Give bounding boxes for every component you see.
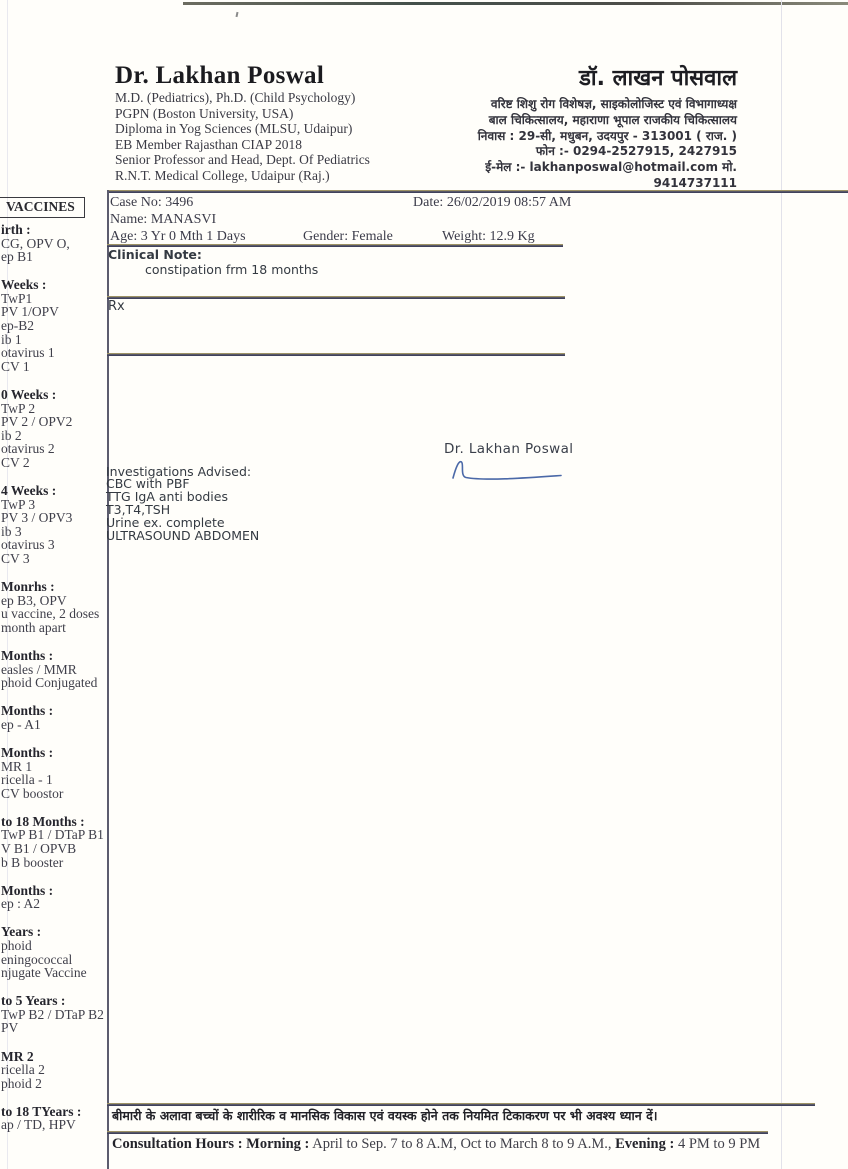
vaccine-group	[1, 649, 107, 690]
credentials-hi	[407, 97, 737, 192]
footer-middle-line	[107, 1131, 768, 1134]
vaccine-group-heading: Months :	[1, 744, 54, 760]
vaccine-item: ep B1	[1, 249, 33, 265]
patient-age: Age: 3 Yr 0 Mth 1 Days	[110, 229, 246, 244]
vaccine-item: njugate Vaccine	[1, 965, 87, 981]
vaccine-item: MR 1	[1, 758, 33, 774]
vaccine-item: CV boostor	[1, 785, 64, 801]
clinic-info-line: वरिष्ट शिशु रोग विशेषज्ञ, साइकोलोजिस्ट एवं विभागाध्यक्ष	[490, 97, 737, 111]
header-hindi	[407, 62, 737, 192]
signature-stroke	[447, 455, 572, 485]
vaccine-group	[1, 278, 107, 373]
vaccine-group	[1, 1105, 107, 1132]
vaccine-item: ap / TD, HPV	[1, 1117, 76, 1133]
rx-divider-line	[107, 353, 565, 356]
vaccine-item: ricella 2	[1, 1062, 45, 1078]
investigations-list	[106, 477, 259, 542]
vaccines-title: VACCINES	[0, 197, 85, 218]
scan-speck-artifact	[236, 12, 239, 17]
morning-hours: April to Sep. 7 to 8 A.M, Oct to March 8 to 9 A.M.,	[312, 1136, 612, 1152]
clinical-note-label: Clinical Note:	[108, 247, 202, 262]
evening-hours: 4 PM to 9 PM	[677, 1136, 761, 1152]
investigation-item: TTG IgA anti bodies	[106, 489, 228, 504]
vaccine-item: phoid	[1, 937, 32, 953]
consultation-label: Consultation Hours :	[112, 1136, 243, 1152]
vaccine-group-heading: 4 Weeks :	[1, 483, 57, 498]
vaccine-item: CV 2	[1, 454, 30, 470]
vaccine-group	[1, 994, 107, 1035]
vaccine-item: month apart	[1, 619, 66, 635]
doctor-name: Dr. Lakhan Poswal	[115, 62, 325, 89]
vaccine-item: CV 3	[1, 550, 30, 566]
signature-name: Dr. Lakhan Poswal	[444, 441, 574, 457]
doctor-name-hindi: डॉ. लाखन पोसवाल	[579, 66, 737, 91]
vaccine-group	[1, 1050, 107, 1091]
vaccine-item: u vaccine, 2 doses	[1, 606, 100, 622]
credential-line: R.N.T. Medical College, Udaipur (Raj.)	[115, 167, 330, 183]
patient-name: Name: MANASVI	[110, 212, 217, 227]
vaccine-group-heading: Monrhs :	[1, 579, 55, 595]
vaccine-group-heading: Months :	[1, 882, 54, 898]
vaccine-item: TwP B1 / DTaP B1	[1, 827, 104, 843]
scan-edge-artifact	[183, 2, 848, 5]
vaccine-item: CV 1	[1, 358, 30, 374]
vaccine-item: PV	[1, 1020, 19, 1036]
vaccine-item: otavirus 2	[1, 441, 55, 457]
vaccine-item: TwP 2	[1, 400, 36, 416]
clinic-info-line: फोन :- 0294-2527915, 2427915	[535, 144, 737, 159]
investigation-item: CBC with PBF	[106, 476, 190, 491]
vaccine-item: otavirus 1	[1, 345, 55, 361]
vaccine-group-heading: to 18 TYears :	[1, 1103, 82, 1119]
investigation-item: T3,T4,TSH	[106, 502, 171, 517]
vaccine-item: ricella - 1	[1, 772, 53, 788]
vaccine-item: ep-B2	[1, 318, 34, 334]
patient-weight: Weight: 12.9 Kg	[442, 229, 535, 244]
vaccine-item: ep : A2	[1, 896, 40, 912]
paper-fold-line	[781, 0, 782, 1169]
case-number: Case No: 3496	[110, 195, 194, 210]
vaccine-group	[1, 746, 107, 800]
vaccine-item: V B1 / OPVB	[1, 840, 77, 856]
vaccine-item: phoid 2	[1, 1075, 42, 1091]
credential-line: M.D. (Pediatrics), Ph.D. (Child Psychology)	[115, 90, 356, 105]
vaccine-group-heading: MR 2	[1, 1048, 34, 1064]
consultation-hours	[112, 1136, 760, 1153]
vaccine-item: ib 1	[1, 331, 22, 347]
vaccine-group-heading: Months :	[1, 703, 54, 719]
vaccine-item: ib 2	[1, 427, 22, 443]
clinical-note-divider-line	[107, 296, 565, 299]
header-divider-line	[107, 190, 848, 193]
investigation-item: Urine ex. complete	[106, 515, 225, 530]
vaccine-group-heading: to 5 Years :	[1, 993, 66, 1009]
vaccine-group	[1, 815, 107, 869]
footer-top-line	[107, 1103, 815, 1106]
vaccine-group	[1, 925, 107, 979]
vaccine-item: phoid Conjugated	[1, 675, 98, 691]
vaccine-group	[1, 388, 107, 470]
vaccine-item: TwP 3	[1, 496, 36, 512]
credential-line: Senior Professor and Head, Dept. Of Pediatrics	[115, 152, 370, 168]
investigations-label: Investigations Advised:	[106, 464, 252, 479]
vaccine-group	[1, 580, 107, 634]
visit-date: Date: 26/02/2019 08:57 AM	[413, 195, 572, 210]
morning-label: Morning :	[246, 1136, 310, 1152]
vaccine-item: CG, OPV O,	[1, 235, 70, 251]
vaccine-group	[1, 704, 107, 731]
clinical-note-text: constipation frm 18 months	[145, 262, 319, 277]
vaccine-item: ep - A1	[1, 716, 41, 732]
vaccine-group-heading: Weeks :	[1, 277, 47, 293]
vaccine-group-heading: to 18 Months :	[1, 813, 85, 829]
vaccine-item: easles / MMR	[1, 661, 77, 677]
clinic-info-line: ई-मेल :- lakhanposwal@hotmail.com मो. 9414737111	[485, 160, 737, 190]
vaccine-item: PV 3 / OPV3	[1, 510, 73, 526]
evening-label: Evening :	[615, 1136, 675, 1152]
vaccine-item: TwP B2 / DTaP B2	[1, 1006, 104, 1022]
vaccine-item: PV 1/OPV	[1, 304, 59, 320]
vaccine-item: eningococcal	[1, 951, 73, 967]
patient-gender: Gender: Female	[303, 229, 393, 244]
vaccine-group-heading: 0 Weeks :	[1, 386, 57, 402]
credential-line: PGPN (Boston University, USA)	[115, 105, 294, 121]
vaccine-item: TwP1	[1, 290, 33, 306]
credential-line: EB Member Rajasthan CIAP 2018	[115, 136, 302, 152]
vaccine-item: ib 3	[1, 523, 22, 539]
vaccine-group	[1, 484, 107, 566]
clinic-info-line: बाल चिकित्सालय, महाराणा भूपाल राजकीय चिकित्सालय	[488, 112, 737, 127]
sidebar-divider-line	[107, 190, 109, 1169]
vaccine-item: otavirus 3	[1, 537, 55, 553]
vaccine-item: ep B3, OPV	[1, 592, 67, 608]
vaccine-groups	[1, 223, 107, 1146]
rx-label: Rx	[108, 299, 125, 314]
vaccine-group-heading: Years :	[1, 924, 42, 940]
investigation-item: ULTRASOUND ABDOMEN	[106, 528, 260, 543]
vaccine-group-heading: Months :	[1, 647, 54, 663]
credential-line: Diploma in Yog Sciences (MLSU, Udaipur)	[115, 121, 353, 137]
vaccine-item: b B booster	[1, 854, 64, 870]
vaccine-group	[1, 223, 107, 264]
vaccine-item: PV 2 / OPV2	[1, 414, 73, 430]
vaccine-group	[1, 884, 107, 911]
vaccine-group-heading: irth :	[1, 223, 31, 237]
clinic-info-line: निवास : 29-सी, मधुबन, उदयपुर - 313001 ( राज. )	[477, 128, 737, 143]
footer-note-hindi: बीमारी के अलावा बच्चों के शारीरिक व मानसिक विकास एवं वयस्क होने तक नियमित टिकाकरण पर भी अवश्य ध्यान दें।	[112, 1108, 658, 1123]
